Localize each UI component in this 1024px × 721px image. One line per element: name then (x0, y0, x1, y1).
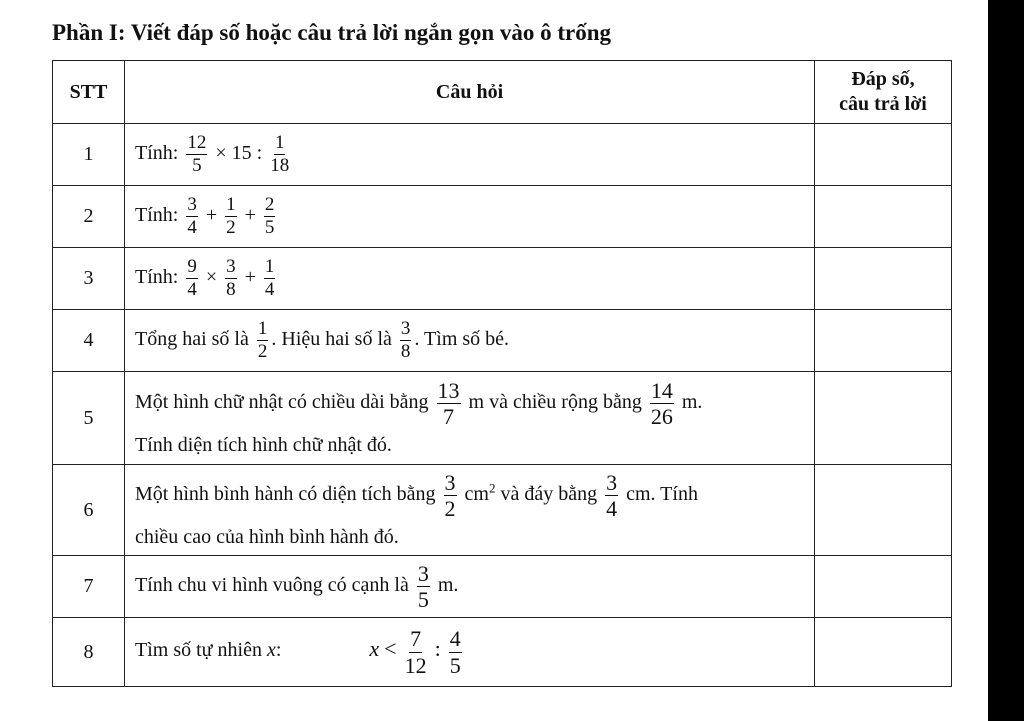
fraction (225, 257, 237, 300)
numerator: 3 (187, 194, 197, 216)
numerator: 1 (274, 132, 285, 154)
denominator: 7 (443, 404, 455, 429)
question-cell (125, 186, 815, 248)
question-text: m và chiều rộng bằng (468, 391, 642, 414)
header-question: Câu hỏi (125, 61, 815, 124)
fraction (186, 195, 198, 238)
answer-cell[interactable] (815, 556, 952, 618)
header-answer-line2: câu trả lời (839, 93, 927, 115)
question-line-1 (135, 471, 814, 520)
row-number: 4 (53, 310, 125, 372)
fraction (257, 319, 269, 362)
numerator: 3 (606, 469, 618, 495)
answer-cell[interactable] (815, 310, 952, 372)
variable: x (266, 639, 276, 662)
question-cell (125, 618, 815, 687)
answer-cell[interactable] (815, 248, 952, 310)
numerator: 14 (650, 377, 673, 403)
fraction (437, 379, 461, 428)
operator: + (244, 266, 256, 289)
right-black-bar (988, 0, 1024, 721)
numerator: 2 (264, 194, 275, 216)
numerator: 3 (226, 256, 236, 278)
question-cell (125, 310, 815, 372)
question-text: m. (681, 391, 703, 414)
question-text: m. (437, 574, 459, 597)
row-number: 1 (53, 124, 125, 186)
question-text: cm. Tính (626, 483, 698, 506)
header-answer (815, 61, 952, 124)
numerator: 1 (257, 318, 268, 340)
header-stt: STT (53, 61, 125, 124)
answer-cell[interactable] (815, 124, 952, 186)
fraction (449, 627, 462, 676)
question-text: Tính chu vi hình vuông có cạnh là (135, 574, 409, 597)
question-table (52, 60, 952, 687)
numerator: 4 (449, 626, 461, 652)
operator: × 15 : (215, 142, 263, 165)
question-text: Tìm số tự nhiên (135, 639, 262, 662)
question-text: Một hình chữ nhật có chiều dài bằng (135, 391, 429, 414)
question-text: Một hình bình hành có diện tích bằng (135, 483, 436, 506)
row-number: 2 (53, 186, 125, 248)
question-prefix: Tính: (135, 266, 179, 289)
question-cell (125, 372, 815, 465)
numerator: 7 (410, 626, 422, 652)
row-number: 5 (53, 372, 125, 465)
expression-variable: x (369, 636, 380, 662)
fraction (417, 562, 430, 611)
question-cell (125, 248, 815, 310)
operator: : (434, 636, 441, 662)
table-row (53, 556, 952, 618)
question-cell (125, 124, 815, 186)
denominator: 5 (264, 217, 275, 238)
operator: + (205, 204, 218, 227)
unit-exponent: 2 (488, 480, 496, 496)
numerator: 3 (444, 469, 456, 495)
operator: × (205, 266, 218, 289)
fraction (270, 133, 289, 176)
question-text: Tổng hai số là (135, 328, 249, 351)
denominator: 5 (417, 587, 429, 612)
operator: + (244, 204, 256, 227)
answer-cell[interactable] (815, 372, 952, 465)
row-number: 6 (53, 465, 125, 556)
unit: cm (464, 483, 489, 506)
table-row (53, 618, 952, 687)
row-number: 3 (53, 248, 125, 310)
table-row (53, 186, 952, 248)
denominator: 5 (192, 155, 202, 176)
header-answer-line1: Đáp số, (851, 68, 915, 90)
numerator: 12 (187, 132, 207, 154)
numerator: 3 (417, 560, 429, 586)
header-row (53, 61, 952, 124)
denominator: 2 (226, 217, 236, 238)
question-text: . Hiệu hai số là (271, 328, 392, 351)
question-cell (125, 556, 815, 618)
numerator: 1 (264, 256, 275, 278)
answer-cell[interactable] (815, 465, 952, 556)
denominator: 12 (404, 652, 427, 678)
numerator: 13 (437, 377, 460, 403)
answer-cell[interactable] (815, 186, 952, 248)
table-row (53, 124, 952, 186)
denominator: 8 (400, 341, 411, 362)
denominator: 18 (270, 155, 290, 176)
numerator: 3 (400, 318, 411, 340)
denominator: 4 (264, 279, 275, 300)
numerator: 9 (187, 256, 197, 278)
question-prefix: Tính: (135, 204, 179, 227)
fraction (405, 627, 427, 676)
colon: : (275, 639, 282, 662)
denominator: 2 (257, 341, 268, 362)
fraction (605, 471, 618, 520)
fraction (264, 195, 276, 238)
fraction (650, 379, 674, 428)
denominator: 26 (650, 404, 673, 429)
table-row (53, 372, 952, 465)
fraction (400, 319, 412, 362)
fraction (225, 195, 237, 238)
numerator: 1 (226, 194, 236, 216)
answer-cell[interactable] (815, 618, 952, 687)
row-number: 7 (53, 556, 125, 618)
fraction (444, 471, 457, 520)
question-prefix: Tính: (135, 142, 179, 165)
section-title: Phần I: Viết đáp số hoặc câu trả lời ngắn gọn vào ô trống (52, 20, 612, 45)
table-row (53, 248, 952, 310)
fraction (264, 257, 276, 300)
question-text: . Tìm số bé. (414, 328, 510, 351)
less-than: < (384, 636, 397, 662)
denominator: 4 (187, 279, 197, 300)
question-text: và đáy bằng (500, 483, 598, 506)
denominator: 5 (449, 652, 461, 678)
table-row (53, 465, 952, 556)
question-cell (125, 465, 815, 556)
fraction (186, 133, 207, 176)
denominator: 8 (226, 279, 236, 300)
table-row (53, 310, 952, 372)
denominator: 4 (606, 496, 618, 521)
question-line-2: Tính diện tích hình chữ nhật đó. (135, 434, 392, 457)
denominator: 4 (187, 217, 197, 238)
fraction (186, 257, 198, 300)
question-line-2: chiều cao của hình bình hành đó. (135, 526, 399, 549)
row-number: 8 (53, 618, 125, 687)
question-line-1 (135, 379, 814, 428)
denominator: 2 (444, 496, 456, 521)
